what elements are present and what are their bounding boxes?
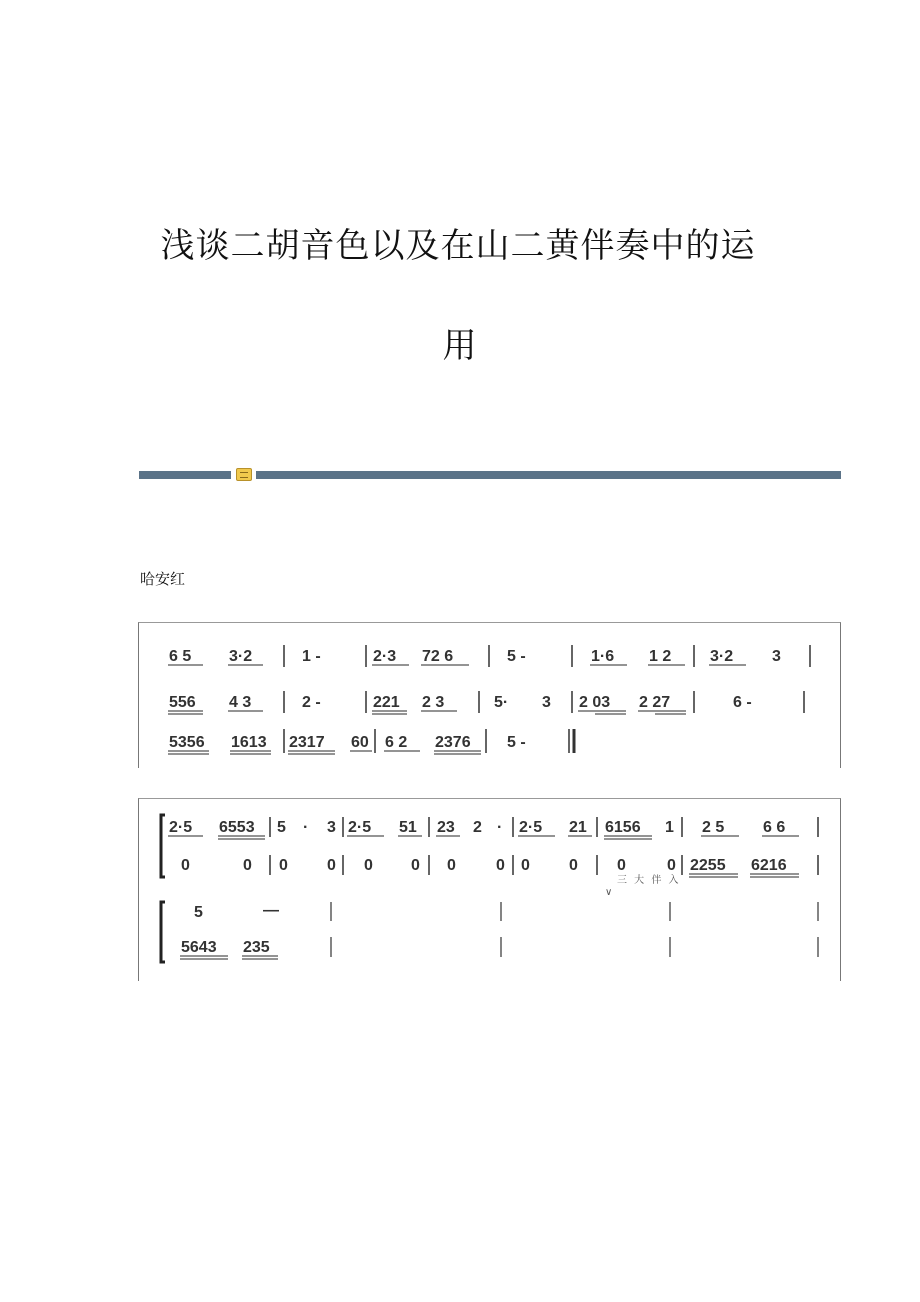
score-note: ·: [497, 819, 503, 836]
score-note: 2376: [435, 734, 471, 751]
score-note: 0: [617, 857, 626, 874]
document-title-line1: 浅谈二胡音色以及在山二黄伴奏中的运: [160, 226, 756, 266]
score-annotation: 三 大 伴 入: [617, 875, 681, 886]
score-note: 1613: [231, 734, 267, 751]
envelope-icon: [236, 468, 252, 481]
score-note: 0: [181, 857, 190, 874]
score-note: 5 -: [507, 648, 526, 665]
score-note: 60: [351, 734, 369, 751]
system-bracket: [161, 902, 165, 962]
score-note: 3·2: [710, 648, 734, 665]
score-note: 556: [169, 694, 196, 711]
score-note: 2 5: [702, 819, 725, 836]
score-note: 5·: [494, 694, 509, 711]
score-note: 0: [447, 857, 456, 874]
score-note: 21: [569, 819, 587, 836]
score-note: 6 6: [763, 819, 786, 836]
score-note: 23: [437, 819, 455, 836]
score-note: 0: [411, 857, 420, 874]
score-note: 3: [772, 648, 781, 665]
score-note: 6 2: [385, 734, 408, 751]
score-note: 235: [243, 939, 270, 956]
score-1-svg: [139, 623, 842, 769]
author-name: 哈安红: [140, 570, 186, 588]
jianpu-score-2: [138, 798, 841, 981]
score-note: 0: [521, 857, 530, 874]
score-note: 0: [327, 857, 336, 874]
score-note: 4 3: [229, 694, 252, 711]
score-note: 5643: [181, 939, 217, 956]
score-note: 3: [327, 819, 336, 836]
score-note: 5356: [169, 734, 205, 751]
title-divider-right: [256, 471, 841, 479]
score-note: 6553: [219, 819, 255, 836]
score-2-svg: [139, 799, 842, 982]
score-note: 2317: [289, 734, 325, 751]
score-note: —: [263, 902, 279, 919]
system-bracket: [161, 815, 165, 877]
score-note: 1 2: [649, 648, 672, 665]
score-note: 0: [496, 857, 505, 874]
score-note: 1·6: [591, 648, 615, 665]
score-note: 0: [569, 857, 578, 874]
score-note: 6 -: [733, 694, 752, 711]
score-note: 2·3: [373, 648, 397, 665]
score-note: 2: [473, 819, 482, 836]
score-note: 2 -: [302, 694, 321, 711]
score-note: 72 6: [422, 648, 454, 665]
score-note: 5: [277, 819, 286, 836]
score-note: 0: [667, 857, 676, 874]
document-title-line2: 用: [442, 326, 478, 366]
score-note: 1: [665, 819, 674, 836]
score-note: 2 27: [639, 694, 671, 711]
score-note: 0: [279, 857, 288, 874]
score-note: 6216: [751, 857, 787, 874]
score-note: 2255: [690, 857, 726, 874]
score-note: 3: [542, 694, 551, 711]
score-note: 6 5: [169, 648, 192, 665]
score-note: 2·5: [169, 819, 193, 836]
jianpu-score-1: [138, 622, 841, 768]
score-note: 2 3: [422, 694, 445, 711]
title-divider-left: [139, 471, 231, 479]
score-note: 5 -: [507, 734, 526, 751]
score-note: 6156: [605, 819, 641, 836]
score-note: 3·2: [229, 648, 253, 665]
score-note: 51: [399, 819, 417, 836]
score-note: 2 03: [579, 694, 611, 711]
score-note: 0: [243, 857, 252, 874]
score-note: 0: [364, 857, 373, 874]
score-note: ·: [303, 819, 309, 836]
score-note: 5: [194, 904, 203, 921]
annotation-mark: ∨: [605, 887, 615, 898]
score-note: 221: [373, 694, 400, 711]
score-note: 2·5: [348, 819, 372, 836]
score-note: 2·5: [519, 819, 543, 836]
score-note: 1 -: [302, 648, 321, 665]
